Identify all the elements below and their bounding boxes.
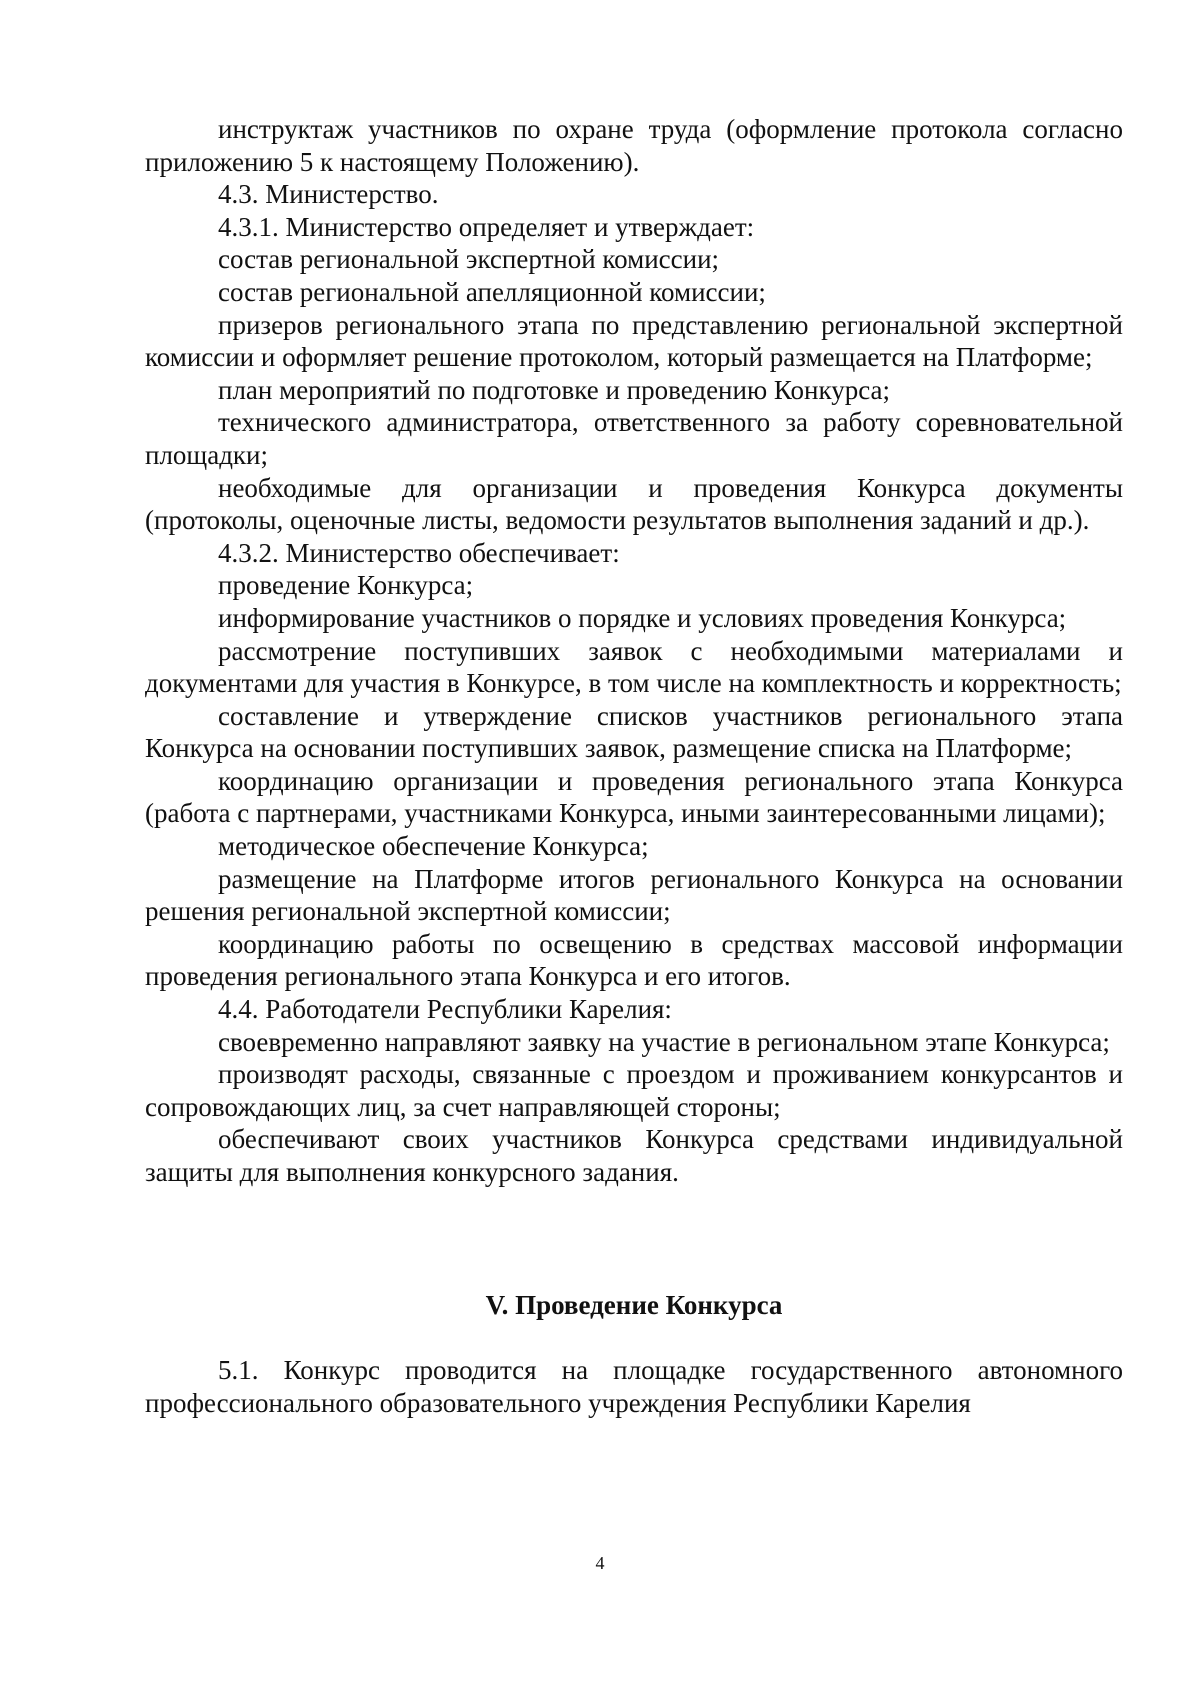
paragraph: призеров регионального этапа по представлению региональной экспертной комиссии и оформляет решение протоколом, который размещается на Платформе; bbox=[145, 309, 1123, 373]
paragraph: информирование участников о порядке и условиях проведения Конкурса; bbox=[218, 602, 1067, 633]
paragraph: 4.3.1. Министерство определяет и утверждает: bbox=[218, 211, 755, 242]
paragraph: 5.1. Конкурс проводится на площадке государственного автономного профессионального образовательного учреждения Республики Карелия bbox=[145, 1355, 1123, 1418]
document-body bbox=[145, 113, 1123, 1419]
heading-spacer bbox=[145, 1321, 1123, 1354]
paragraph: состав региональной апелляционной комиссии; bbox=[218, 276, 766, 307]
section-heading: V. Проведение Конкурса bbox=[485, 1289, 783, 1320]
paragraph: составление и утверждение списков участников регионального этапа Конкурса на основании поступивших заявок, размещение списка на Платформе; bbox=[145, 700, 1123, 764]
paragraph: 4.3. Министерство. bbox=[218, 179, 439, 210]
paragraph: методическое обеспечение Конкурса; bbox=[218, 831, 649, 862]
paragraph: план мероприятий по подготовке и проведению Конкурса; bbox=[218, 374, 891, 405]
section-spacer bbox=[145, 1189, 1123, 1289]
page-number: 4 bbox=[595, 1553, 605, 1573]
paragraph: инструктаж участников по охране труда (оформление протокола согласно приложению 5 к настоящему Положению). bbox=[145, 114, 1123, 177]
paragraphs-before bbox=[145, 113, 1123, 1189]
paragraph: состав региональной экспертной комиссии; bbox=[218, 244, 720, 275]
paragraph: своевременно направляют заявку на участие в региональном этапе Конкурса; bbox=[218, 1026, 1110, 1057]
paragraph: обеспечивают своих участников Конкурса средствами индивидуальной защиты для выполнения конкурсного задания. bbox=[145, 1124, 1123, 1187]
paragraphs-after bbox=[145, 1354, 1123, 1419]
paragraph: координацию организации и проведения регионального этапа Конкурса (работа с партнерами, участниками Конкурса, иными заинтересованными лицами); bbox=[145, 765, 1123, 829]
paragraph: технического администратора, ответственного за работу соревновательной площадки; bbox=[145, 407, 1123, 470]
paragraph: проведение Конкурса; bbox=[218, 570, 474, 601]
paragraph: производят расходы, связанные с проездом и проживанием конкурсантов и сопровождающих лиц, за счет направляющей стороны; bbox=[145, 1059, 1123, 1122]
paragraph: координацию работы по освещению в средствах массовой информации проведения регионального этапа Конкурса и его итогов. bbox=[145, 928, 1123, 992]
paragraph: 4.3.2. Министерство обеспечивает: bbox=[218, 537, 620, 568]
paragraph: размещение на Платформе итогов регионального Конкурса на основании решения региональной экспертной комиссии; bbox=[145, 863, 1123, 927]
paragraph: необходимые для организации и проведения Конкурса документы (протоколы, оценочные листы, ведомости результатов выполнения заданий и др.). bbox=[145, 472, 1123, 536]
paragraph: рассмотрение поступивших заявок с необходимыми материалами и документами для участия в Конкурсе, в том числе на комплектность и корректность; bbox=[145, 635, 1123, 699]
paragraph: 4.4. Работодатели Республики Карелия: bbox=[218, 994, 672, 1025]
